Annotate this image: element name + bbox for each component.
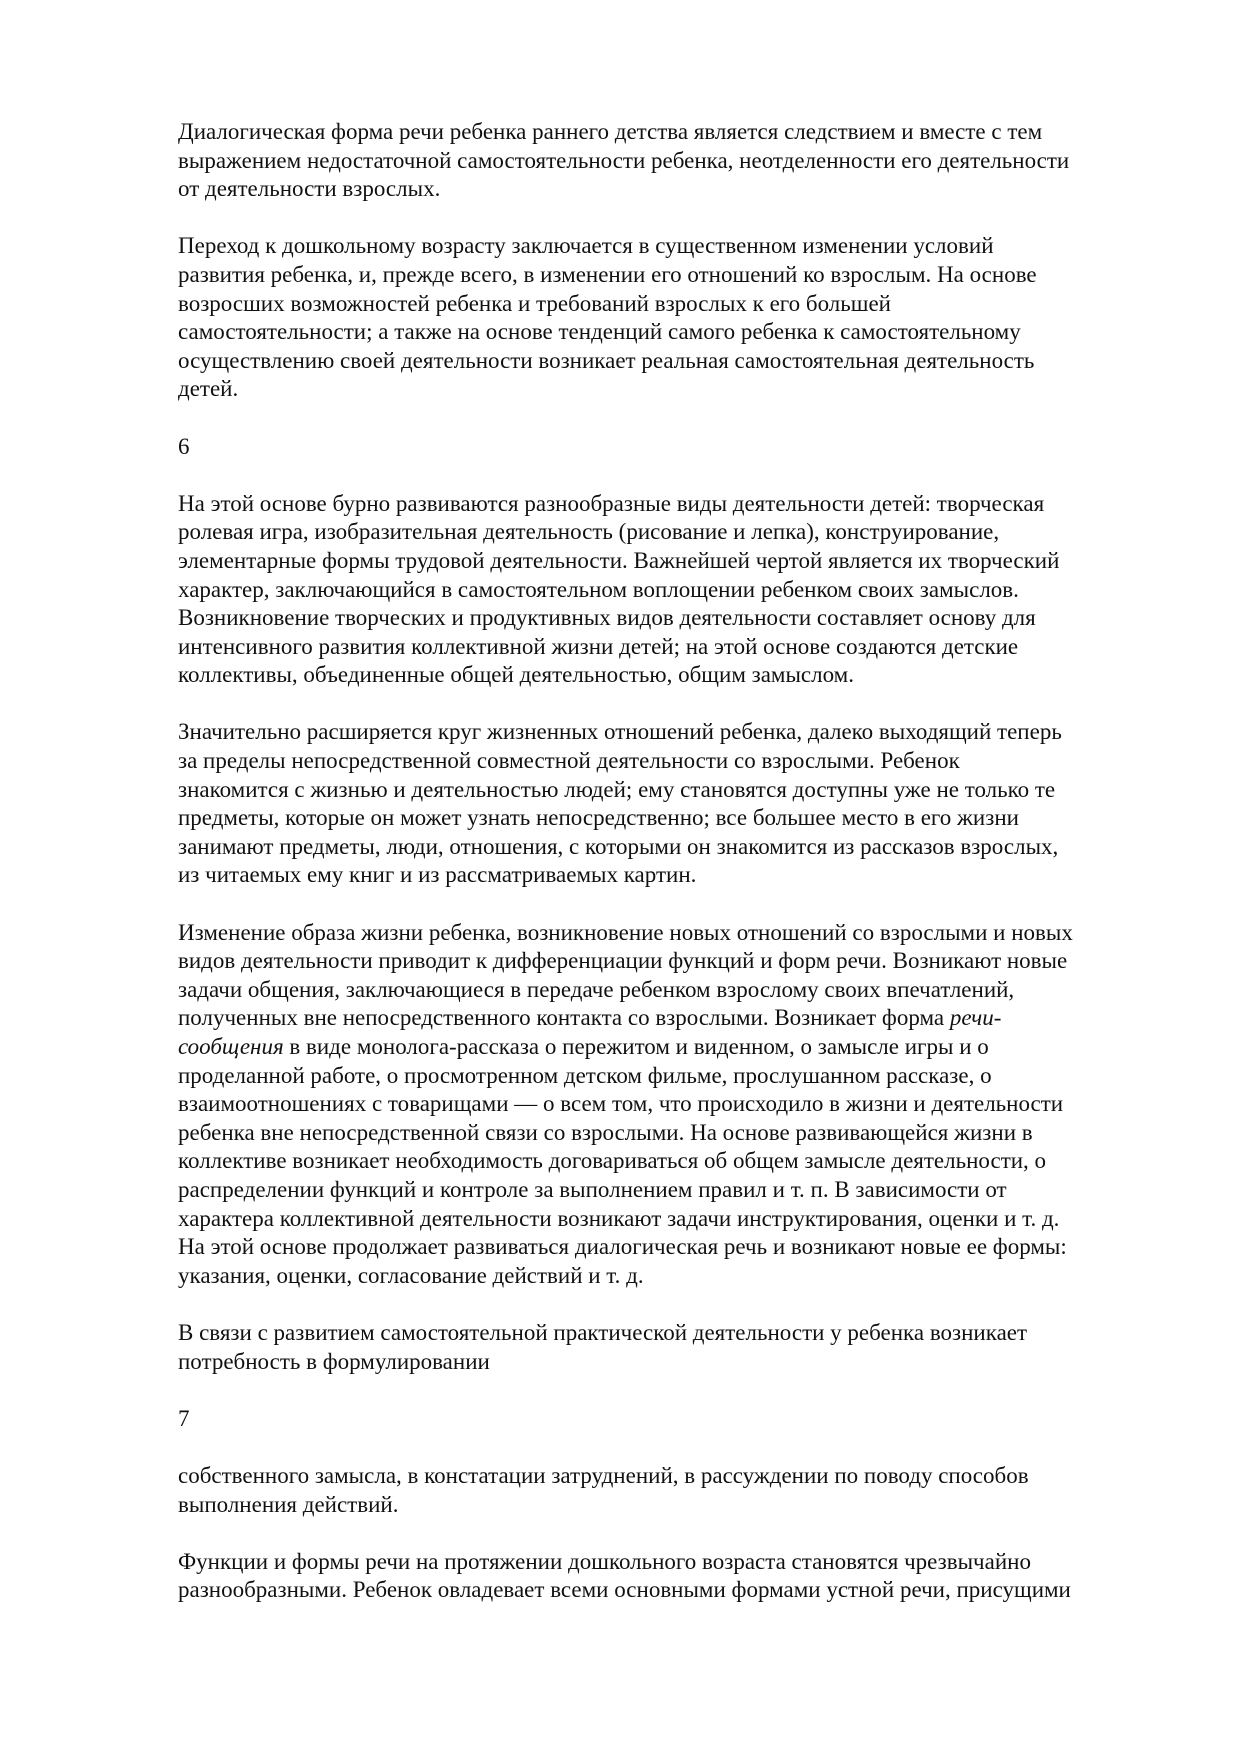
text-line: видов деятельности приводит к дифференциации функций и форм речи. Возникают новые (178, 948, 1068, 974)
paragraph-life-relations (178, 718, 1168, 890)
text-line: самостоятельности; а также на основе тенденций самого ребенка к самостоятельному (178, 319, 1021, 345)
text-line: проделанной работе, о просмотренном детском фильме, прослушанном рассказе, о (178, 1062, 992, 1088)
text-line: коллективы, объединенные общей деятельностью, общим замыслом. (178, 662, 854, 688)
paragraph-preschool-transition (178, 232, 1168, 404)
text-line: занимают предметы, люди, отношения, с которыми он знакомится из рассказов взрослых, (178, 833, 1059, 859)
paragraph-speech-forms (178, 1548, 1168, 1605)
text-line: осуществлению своей деятельности возникает реальная самостоятельная деятельность (178, 347, 1035, 373)
text-line: выражением недостаточной самостоятельности ребенка, неотделенности его деятельности (178, 147, 1070, 173)
text-line: возросших возможностей ребенка и требований взрослых к его большей (178, 290, 891, 316)
text-line: характера коллективной деятельности возникают задачи инструктирования, оценки и т. д. (178, 1205, 1060, 1231)
text-line: Переход к дошкольному возрасту заключается в существенном изменении условий (178, 233, 994, 259)
text-line: указания, оценки, согласование действий и т. д. (178, 1262, 644, 1288)
text-line: собственного замысла, в констатации затруднений, в рассуждении по поводу способов (178, 1462, 1029, 1488)
text-line: Функции и формы речи на протяжении дошкольного возраста становятся чрезвычайно (178, 1548, 1031, 1574)
text-line: элементарные формы трудовой деятельности. Важнейшей чертой является их творческий (178, 547, 1060, 573)
text-line: знакомится с жизнью и деятельностью людей; ему становятся доступны уже не только те (178, 776, 1056, 802)
text-line: На этой основе продолжает развиваться диалогическая речь и возникают новые ее формы: (178, 1234, 1067, 1260)
text-line: коллективе возникает необходимость договариваться об общем замысле деятельности, о (178, 1148, 1047, 1174)
text-line: развития ребенка, и, прежде всего, в изменении его отношений ко взрослым. На основе (178, 261, 1037, 287)
text-line: ребенка вне непосредственной связи со взрослыми. На основе развивающейся жизни в (178, 1119, 1033, 1145)
text-line: ролевая игра, изобразительная деятельность (рисование и лепка), конструирование, (178, 519, 1000, 545)
text-line: распределении функций и контроле за выполнением правил и т. п. В зависимости от (178, 1176, 1007, 1202)
text-line: интенсивного развития коллективной жизни детей; на этой основе создаются детские (178, 633, 1019, 659)
paragraph-practical-activity (178, 1319, 1168, 1376)
text-line: потребность в формулировании (178, 1348, 490, 1374)
text-line: На этой основе бурно развиваются разнообразные виды деятельности детей: творческая (178, 490, 1045, 516)
text-line: детей. (178, 376, 239, 402)
text-line: из читаемых ему книг и из рассматриваемых картин. (178, 862, 697, 888)
text-line: характер, заключающийся в самостоятельном воплощении ребенком своих замыслов. (178, 576, 1019, 602)
italic-term: сообщения (178, 1034, 284, 1059)
text-line: предметы, которые он может узнать непосредственно; все большее место в его жизни (178, 805, 1019, 831)
text-line: выполнения действий. (178, 1491, 399, 1517)
text-line (178, 1004, 1168, 1033)
text-segment: в виде монолога-рассказа о пережитом и виденном, о замысле игры и о (289, 1034, 989, 1059)
text-line: Изменение образа жизни ребенка, возникновение новых отношений со взрослыми и новых (178, 919, 1073, 945)
text-line: за пределы непосредственной совместной деятельности со взрослыми. Ребенок (178, 748, 960, 774)
text-line: от деятельности взрослых. (178, 176, 441, 202)
paragraph-own-intent (178, 1462, 1168, 1519)
paragraph-dialogic-form (178, 118, 1168, 204)
text-segment: полученных вне непосредственного контакта со взрослыми. Возникает форма (178, 1005, 950, 1031)
text-line: задачи общения, заключающиеся в передаче ребенком взрослому своих впечатлений, (178, 976, 1015, 1002)
page-number-7: 7 (178, 1405, 190, 1431)
paragraph-activities (178, 490, 1168, 690)
paragraph-speech-functions (178, 919, 1168, 1291)
text-line: Диалогическая форма речи ребенка раннего детства является следствием и вместе с тем (178, 119, 1043, 144)
text-line: разнообразными. Ребенок овладевает всеми основными формами устной речи, присущими (178, 1577, 1071, 1603)
text-line: Значительно расширяется круг жизненных отношений ребенка, далеко выходящий теперь (178, 719, 1062, 745)
document-page (178, 118, 1168, 1633)
text-line: Возникновение творческих и продуктивных видов деятельности составляет основу для (178, 605, 1036, 631)
text-line: В связи с развитием самостоятельной практической деятельности у ребенка возникает (178, 1319, 1028, 1345)
italic-term: речи- (949, 1005, 1002, 1031)
page-number-6: 6 (178, 433, 190, 459)
text-line: взаимоотношениях с товарищами — о всем том, что происходило в жизни и деятельности (178, 1091, 1064, 1117)
text-line (178, 1033, 1168, 1062)
